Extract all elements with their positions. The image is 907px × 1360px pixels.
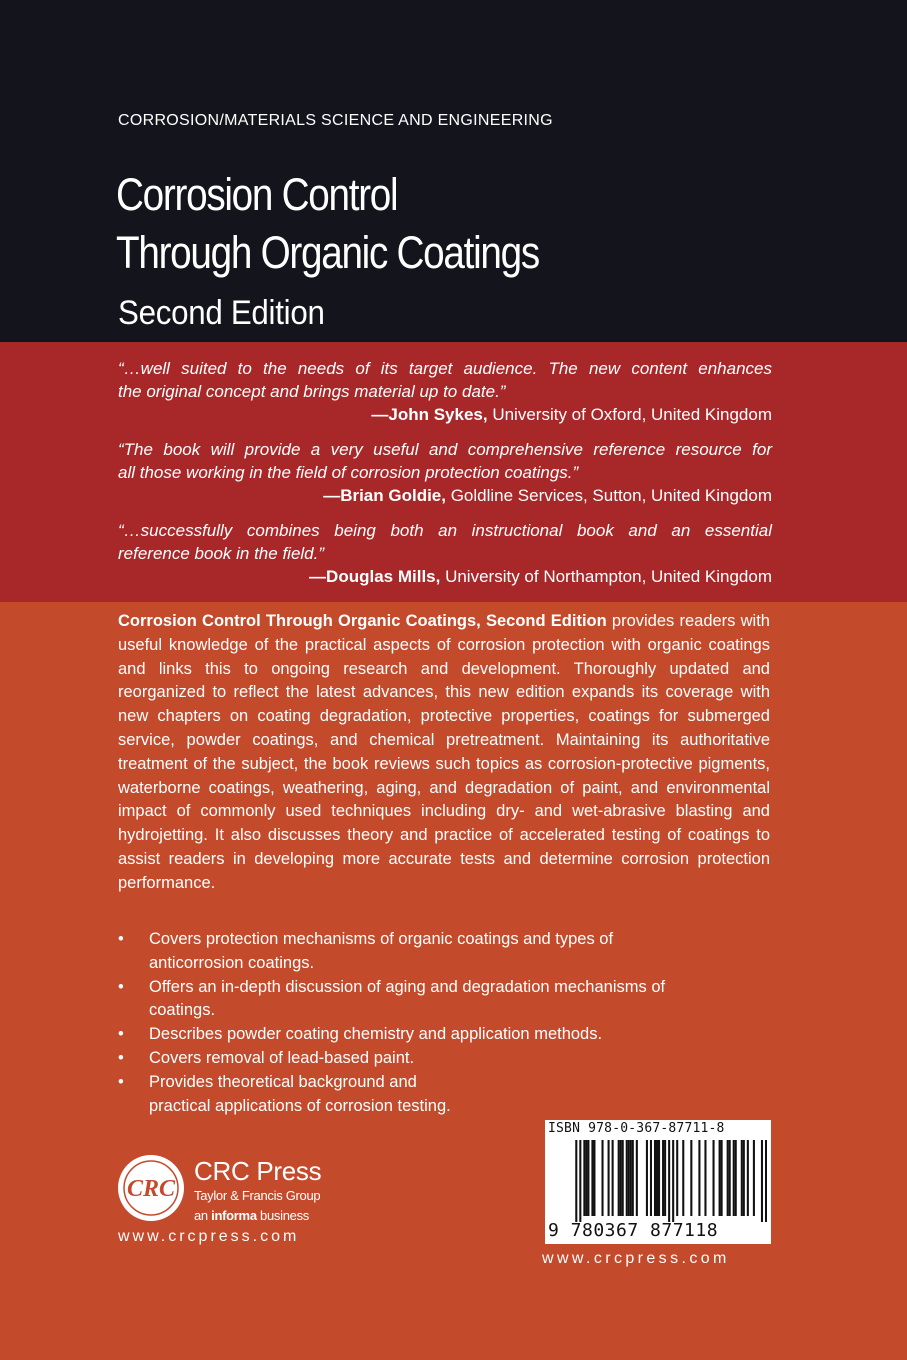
barcode-bar <box>628 1140 630 1216</box>
description-title: Corrosion Control Through Organic Coatings, Second Edition <box>118 612 607 630</box>
barcode-bar <box>612 1140 614 1216</box>
barcode-bar <box>636 1140 638 1216</box>
barcode-bar <box>704 1140 706 1216</box>
barcode-bar <box>585 1140 587 1216</box>
bullet-icon: • <box>118 1025 124 1044</box>
book-title <box>116 166 632 282</box>
crc-logo-icon <box>116 1153 186 1223</box>
list-item-line: anticorrosion coatings. <box>149 953 315 972</box>
barcode-bar <box>721 1140 723 1216</box>
barcode-bar <box>719 1140 721 1216</box>
barcode-bar <box>583 1140 585 1216</box>
isbn-label: ISBN 978-0-367-87711-8 <box>548 1121 725 1136</box>
barcode-bar <box>654 1140 656 1216</box>
quote-text-end: all those working in the field of corrosion protection coatings.” <box>118 463 579 482</box>
barcode-number: 9 780367 877118 <box>548 1220 719 1241</box>
title-line-1: Corrosion Control <box>116 169 398 220</box>
barcode-bar <box>753 1140 755 1216</box>
bullet-icon: • <box>118 977 124 996</box>
barcode-bar <box>698 1140 700 1216</box>
barcode-bar <box>727 1140 729 1216</box>
publisher-name: CRC Press <box>194 1156 322 1186</box>
barcode-bar <box>658 1140 660 1216</box>
quote-text-end: the original concept and brings material up to date.” <box>118 382 506 401</box>
barcode-bar <box>664 1140 666 1216</box>
barcode-bar <box>676 1140 678 1216</box>
review-quote-2 <box>118 438 772 507</box>
barcode-bar <box>682 1140 684 1216</box>
list-item <box>118 1071 758 1119</box>
description-text: provides readers with useful knowledge of the practical aspects of corrosion protection with organic coatings and links this to ongoing research and development. Thoroughly updated and reorganized to reflect the latest advances, this new edition expands its coverage with new chapters on coating degradation, protective properties, coatings for submerged service, powder coatings, and chemical pretreatment. Maintaining its authoritative treatment of the subject, the book reviews such topics as corrosion-protective pigments, waterborne coatings, weathering, aging, and degradation of paint, and environmental impact of commonly used techniques including dry- and wet-abrasive blasting and hydrojetting. It also discusses theory and practice of accelerated testing of coatings to assist readers in developing more accurate tests and determine corrosion protection performance. <box>118 612 770 892</box>
barcode-bar <box>672 1140 674 1222</box>
review-quote-3 <box>118 519 772 588</box>
list-item-line: practical applications of corrosion testing. <box>149 1096 451 1115</box>
barcode-bar <box>622 1140 624 1216</box>
quote-author: —Brian Goldie, <box>323 486 446 505</box>
list-item-line: Provides theoretical background and <box>149 1072 417 1091</box>
bullet-icon: • <box>118 930 124 948</box>
feature-list <box>118 928 758 1118</box>
publisher-url[interactable]: www.crcpress.com <box>118 1228 300 1245</box>
barcode-bar <box>743 1140 745 1216</box>
footer-url[interactable]: www.crcpress.com <box>542 1250 730 1267</box>
barcode-bars <box>547 1140 767 1222</box>
quote-text: “…well suited to the needs of its target audience. The new content enhances <box>118 359 772 378</box>
barcode-bar <box>575 1140 577 1222</box>
edition-label: Second Edition <box>118 294 325 332</box>
quote-text: “…successfully combines being both an instructional book and an essential <box>118 521 772 540</box>
barcode-bar <box>601 1140 603 1216</box>
barcode-bar <box>733 1140 735 1216</box>
quote-affiliation: University of Oxford, United Kingdom <box>487 405 772 424</box>
quote-text-end: reference book in the field.” <box>118 544 325 563</box>
list-item <box>118 976 758 1024</box>
barcode-bar <box>761 1140 763 1222</box>
barcode-bar <box>579 1140 581 1222</box>
list-item-line: Describes powder coating chemistry and application methods. <box>149 1025 603 1044</box>
barcode-bar <box>591 1140 593 1216</box>
list-item <box>118 928 758 976</box>
barcode-bar <box>632 1140 634 1216</box>
book-description <box>118 610 770 896</box>
barcode-bar <box>662 1140 664 1216</box>
barcode-bar <box>747 1140 749 1216</box>
series-label: CORROSION/MATERIALS SCIENCE AND ENGINEERING <box>118 112 553 129</box>
list-item-line: coatings. <box>149 1001 216 1020</box>
quote-affiliation: University of Northampton, United Kingdom <box>440 567 772 586</box>
barcode-bar <box>765 1140 767 1222</box>
barcode-bar <box>608 1140 610 1216</box>
quote-affiliation: Goldline Services, Sutton, United Kingdom <box>445 486 772 505</box>
review-quote-1 <box>118 357 772 426</box>
list-item <box>118 1023 758 1047</box>
barcode-bar <box>626 1140 628 1216</box>
list-item-line: Covers removal of lead-based paint. <box>149 1048 415 1067</box>
quote-text: “The book will provide a very useful and comprehensive reference resource for <box>118 440 772 459</box>
barcode-bar <box>690 1140 692 1216</box>
barcode-bar <box>618 1140 620 1216</box>
publisher-business: an informa business <box>194 1208 309 1223</box>
barcode-bar <box>587 1140 589 1216</box>
barcode <box>545 1120 771 1244</box>
bullet-icon: • <box>118 1048 124 1067</box>
list-item-line: Covers protection mechanisms of organic coatings and types of <box>149 930 614 948</box>
barcode-bar <box>668 1140 670 1222</box>
quote-author: —John Sykes, <box>371 405 488 424</box>
bullet-icon: • <box>118 1072 124 1091</box>
quote-author: —Douglas Mills, <box>309 567 441 586</box>
barcode-bar <box>729 1140 731 1216</box>
barcode-bar <box>593 1140 595 1216</box>
barcode-bar <box>741 1140 743 1216</box>
title-line-2: Through Organic Coatings <box>116 227 539 278</box>
barcode-bar <box>630 1140 632 1216</box>
barcode-bar <box>620 1140 622 1216</box>
barcode-bar <box>646 1140 648 1216</box>
list-item <box>118 1047 758 1071</box>
barcode-bar <box>735 1140 737 1216</box>
list-item-line: Offers an in-depth discussion of aging and degradation mechanisms of <box>149 977 666 996</box>
barcode-bar <box>656 1140 658 1216</box>
logo-text: CRC <box>126 1176 176 1202</box>
publisher-group: Taylor & Francis Group <box>194 1188 321 1203</box>
barcode-bar <box>713 1140 715 1216</box>
barcode-bar <box>650 1140 652 1216</box>
